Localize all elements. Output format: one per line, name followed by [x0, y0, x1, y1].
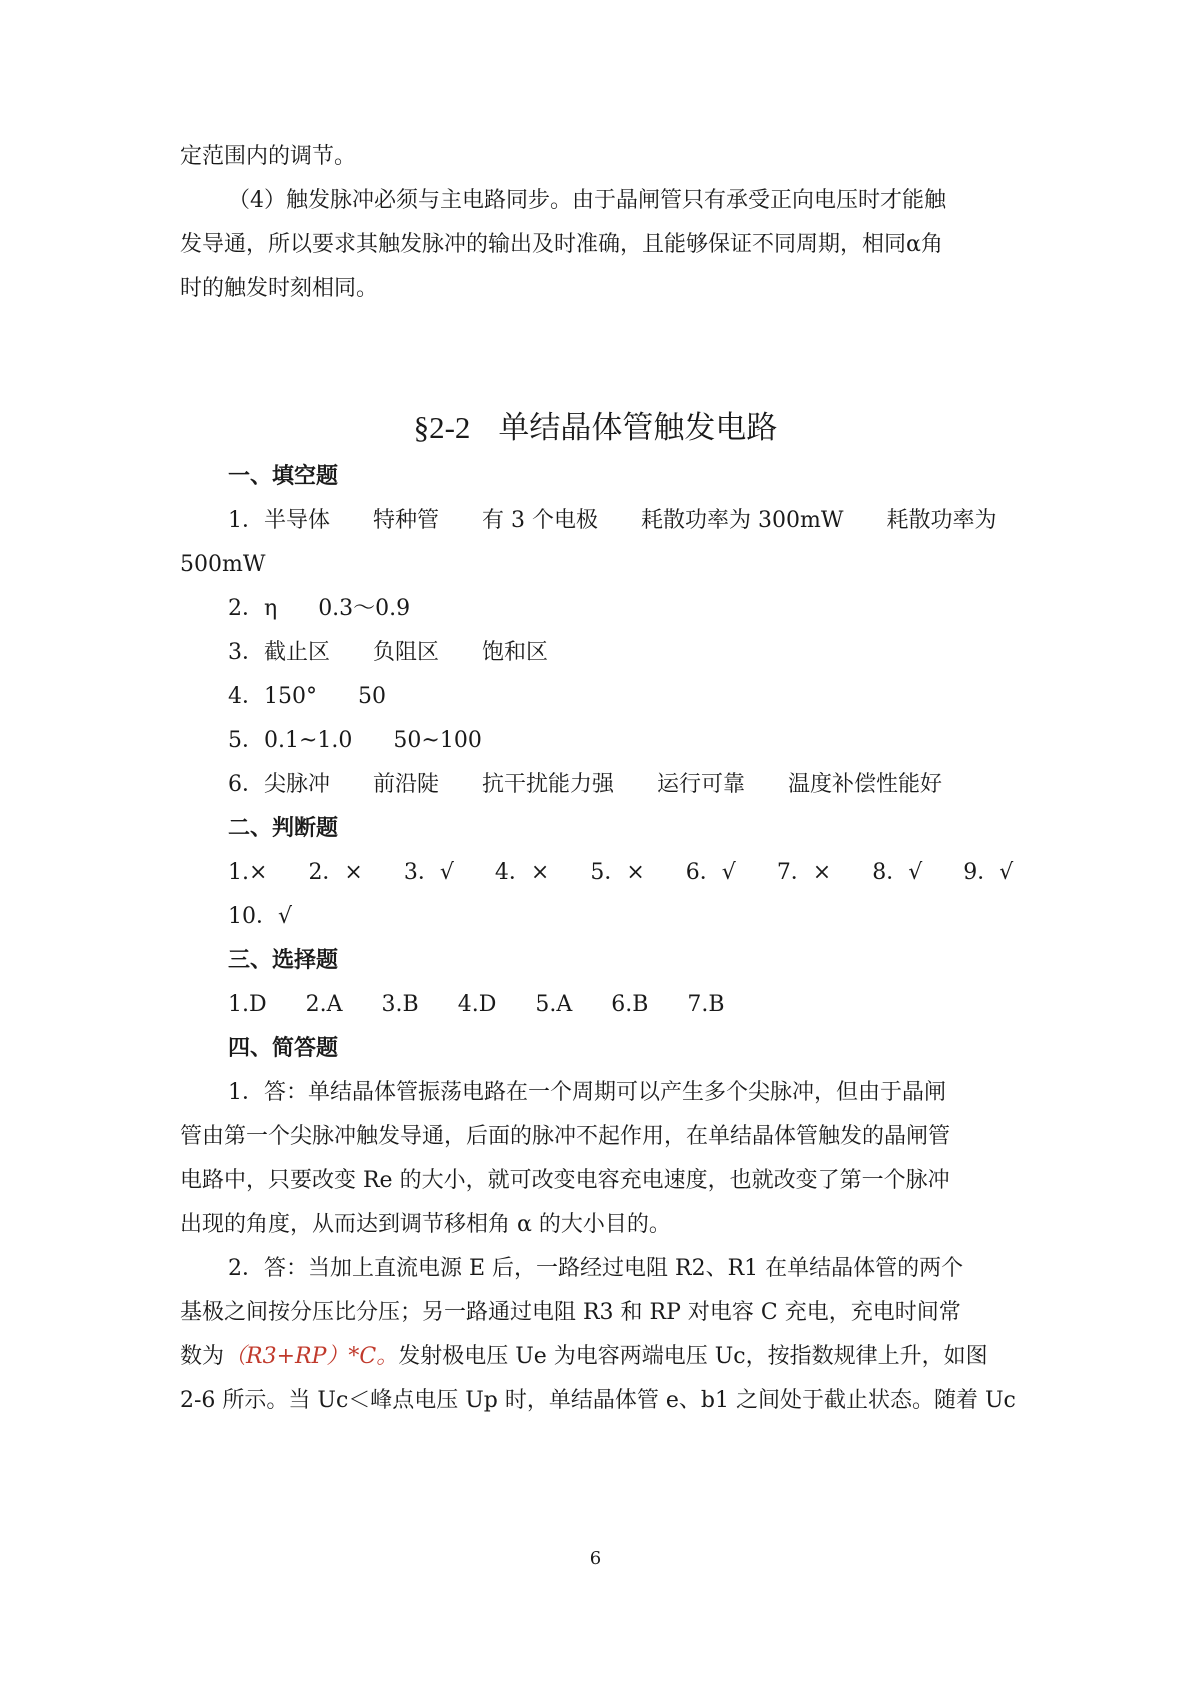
heading-choice: 三、选择题 [228, 948, 339, 973]
choice-item: 3.B [381, 992, 419, 1017]
choice-item: 7.B [687, 992, 725, 1017]
judge-item: 7．× [776, 860, 832, 885]
answer-item: 运行可靠 [657, 772, 746, 797]
page-number: 6 [589, 1548, 602, 1569]
heading-short-answer: 四、简答题 [228, 1036, 339, 1061]
text-run: 发射极电压 Ue 为电容两端电压 Uc，按指数规律上升，如图 [398, 1344, 988, 1369]
paragraph-line [180, 1342, 988, 1372]
choice-item: 6.B [611, 992, 649, 1017]
choice-row [228, 990, 725, 1020]
paragraph-line: 定范围内的调节。 [180, 144, 357, 169]
judge-row [228, 858, 1013, 888]
answer-item: 耗散功率为 [886, 508, 997, 533]
answer-item: 4．150° [228, 684, 317, 709]
answer-row-1 [228, 506, 996, 536]
judge-item: 3．√ [403, 860, 454, 885]
answer-item: 饱和区 [482, 640, 549, 665]
choice-item: 4.D [457, 992, 497, 1017]
section-title-text: 单结晶体管触发电路 [498, 410, 778, 446]
answer-item: 0.3～0.9 [318, 596, 411, 621]
choice-item: 5.A [535, 992, 573, 1017]
answer-item: 1．半导体 [228, 508, 330, 533]
answer-item: 50~100 [393, 728, 482, 753]
answer-item: 前沿陡 [373, 772, 440, 797]
judge-item-last: 10．√ [228, 904, 293, 929]
section-number: §2-2 [413, 410, 471, 445]
paragraph-line: 时的触发时刻相同。 [180, 276, 379, 301]
answer-row-5 [228, 726, 482, 756]
paragraph-line: （4）触发脉冲必须与主电路同步。由于晶闸管只有承受正向电压时才能触 [228, 188, 946, 213]
judge-item: 8．√ [872, 860, 923, 885]
heading-true-false: 二、判断题 [228, 816, 339, 841]
text-run: 数为 [180, 1344, 225, 1369]
answer-item: 6．尖脉冲 [228, 772, 330, 797]
answer-item: 2．η [228, 596, 278, 621]
paragraph-line: 管由第一个尖脉冲触发导通，后面的脉冲不起作用，在单结晶体管触发的晶闸管 [180, 1124, 951, 1149]
judge-item: 6．√ [685, 860, 736, 885]
choice-item: 1.D [228, 992, 267, 1017]
judge-item: 9．√ [963, 860, 1014, 885]
judge-item: 5．× [590, 860, 645, 885]
answer-item: 3．截止区 [228, 640, 330, 665]
judge-item: 2．× [308, 860, 363, 885]
answer-row-3 [228, 638, 548, 668]
paragraph-line: 2-6 所示。当 Uc＜峰点电压 Up 时，单结晶体管 e、b1 之间处于截止状态。随着 Uc [180, 1388, 1016, 1413]
answer-row-4 [228, 682, 386, 712]
paragraph-line: 1．答：单结晶体管振荡电路在一个周期可以产生多个尖脉冲，但由于晶闸 [228, 1080, 946, 1105]
answer-item: 抗干扰能力强 [482, 772, 615, 797]
answer-item: 温度补偿性能好 [788, 772, 943, 797]
judge-item: 1.× [228, 860, 268, 885]
answer-row-6 [228, 770, 942, 800]
judge-item: 4．× [494, 860, 550, 885]
paragraph-line: 发导通，所以要求其触发脉冲的输出及时准确，且能够保证不同周期，相同α角 [180, 232, 943, 257]
paragraph-line: 基极之间按分压比分压；另一路通过电阻 R3 和 RP 对电容 C 充电，充电时间常 [180, 1300, 961, 1325]
section-title [0, 408, 1191, 448]
choice-item: 2.A [305, 992, 343, 1017]
paragraph-line: 出现的角度，从而达到调节移相角 α 的大小目的。 [180, 1212, 671, 1237]
answer-item: 负阻区 [373, 640, 440, 665]
answer-row-2 [228, 594, 410, 624]
heading-fill-in: 一、填空题 [228, 464, 339, 489]
answer-row-1-cont: 500mW [180, 552, 266, 577]
answer-item: 有 3 个电极 [482, 508, 598, 533]
formula-time-constant: （R3+RP）*C。 [224, 1344, 399, 1369]
answer-item: 特种管 [373, 508, 440, 533]
paragraph-line: 电路中，只要改变 Re 的大小，就可改变电容充电速度，也就改变了第一个脉冲 [180, 1168, 950, 1193]
paragraph-line: 2．答：当加上直流电源 E 后，一路经过电阻 R2、R1 在单结晶体管的两个 [228, 1256, 964, 1281]
answer-item: 50 [358, 684, 386, 709]
answer-item: 5．0.1~1.0 [228, 728, 353, 753]
answer-item: 耗散功率为 300mW [641, 508, 844, 533]
